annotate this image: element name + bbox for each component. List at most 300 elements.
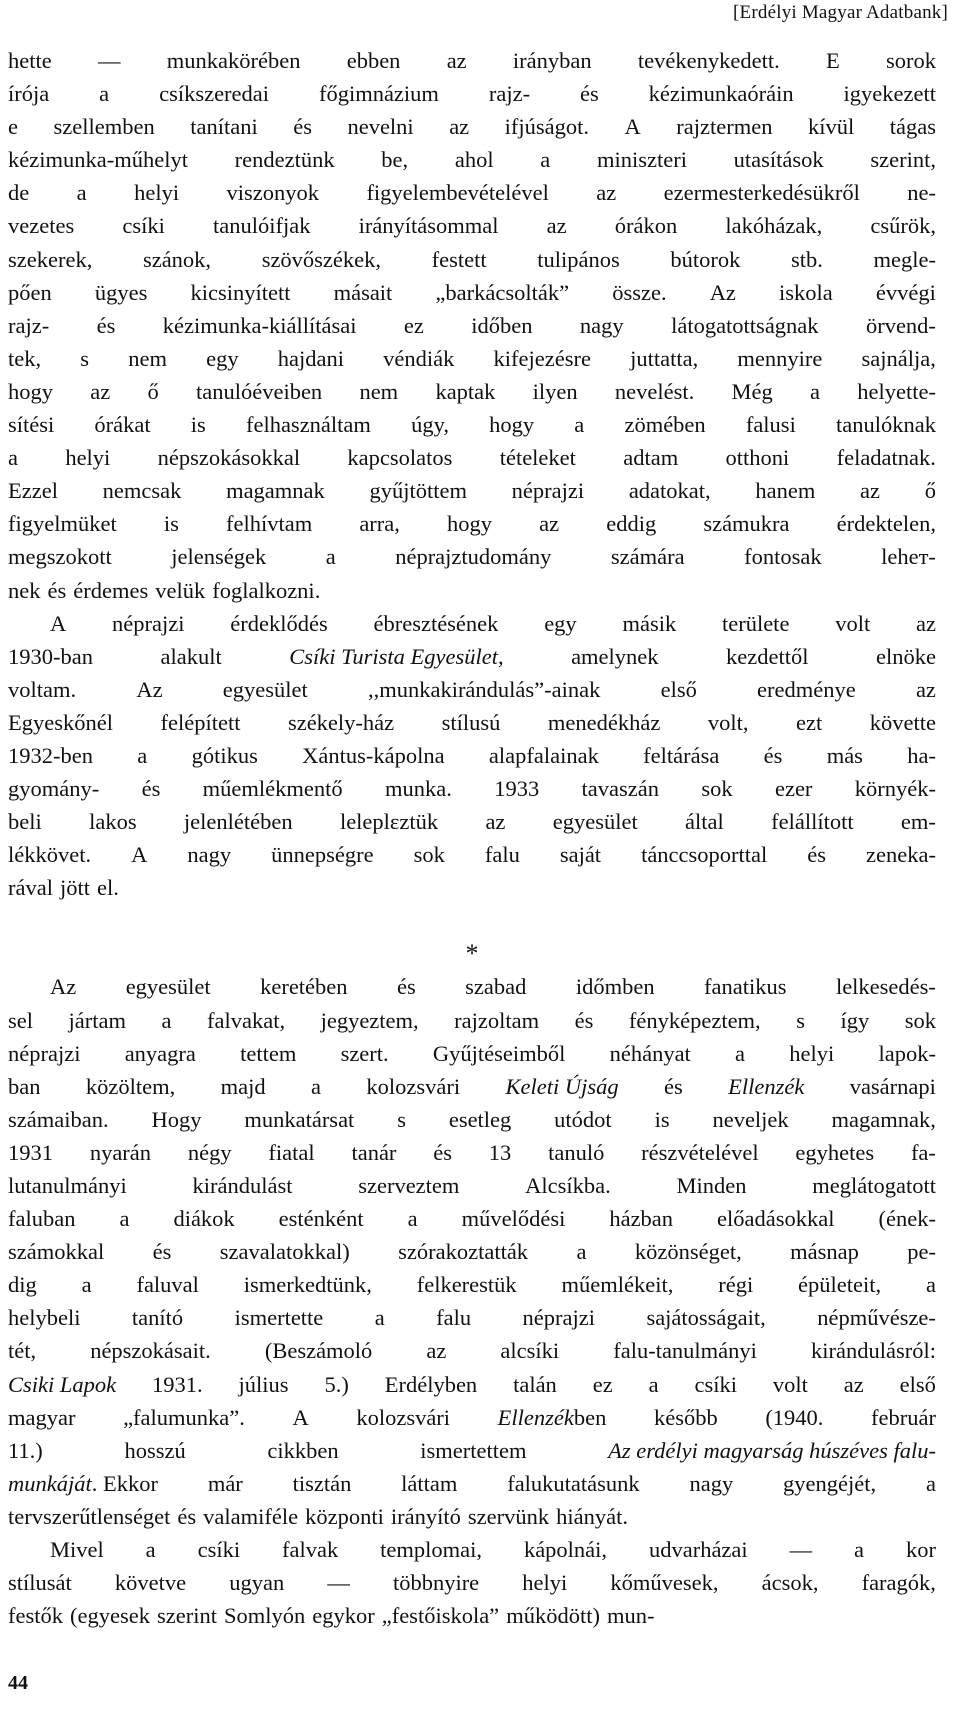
word: leleplεztük xyxy=(339,809,439,835)
word: kicsinyített xyxy=(190,279,291,305)
word: diákok xyxy=(173,1206,235,1232)
word: épületeit, xyxy=(798,1272,882,1298)
text-line xyxy=(8,1301,936,1334)
word: festett xyxy=(431,246,487,272)
word: a xyxy=(76,180,87,206)
word: a xyxy=(854,1537,865,1563)
word: feltárása xyxy=(643,742,720,768)
word: rajz- xyxy=(8,312,50,338)
word: ő xyxy=(147,378,159,404)
word: a xyxy=(145,1537,156,1563)
word: népszokásait. xyxy=(90,1338,211,1364)
word: az xyxy=(915,610,936,636)
word: kaptak xyxy=(435,378,496,404)
word: Ezzel xyxy=(8,478,58,504)
word: ne- xyxy=(907,180,936,206)
word: csíkszeredai xyxy=(159,81,270,107)
text-line xyxy=(8,540,936,573)
word: csíki xyxy=(197,1537,241,1563)
text-line xyxy=(8,706,936,739)
word: érdektelen, xyxy=(836,511,936,537)
word: nagy xyxy=(579,312,624,338)
word: nem xyxy=(128,345,167,371)
text-line xyxy=(8,1401,936,1434)
word: nevelést. xyxy=(614,378,695,404)
text-line xyxy=(8,640,936,673)
word: zeneka- xyxy=(866,842,936,868)
word: elnöke xyxy=(875,643,936,669)
word-group xyxy=(8,1467,158,1500)
word: stílusú xyxy=(441,709,501,735)
word: volt xyxy=(835,610,871,636)
word: az xyxy=(860,478,880,504)
word: mennyire xyxy=(737,345,823,371)
word: valamiféle xyxy=(203,1503,299,1529)
word: falu xyxy=(436,1305,472,1331)
text-line xyxy=(8,1268,936,1301)
word: dig xyxy=(8,1272,37,1298)
word: magamnak xyxy=(226,478,325,504)
word: is xyxy=(654,1106,670,1132)
word: A xyxy=(50,610,67,636)
text-line xyxy=(8,474,936,507)
word: em- xyxy=(900,809,936,835)
word: helybeli xyxy=(8,1305,81,1331)
word: Az xyxy=(136,676,163,702)
word: A xyxy=(624,114,641,140)
word: területe xyxy=(721,610,790,636)
word: kifejezésre xyxy=(493,345,591,371)
word: tulipános xyxy=(537,246,620,272)
word: a xyxy=(925,1470,936,1496)
word: juttatta, xyxy=(630,345,699,371)
word: részvételével xyxy=(641,1139,759,1165)
word: és xyxy=(96,312,116,338)
italic-word: Az erdélyi magyarság húszéves falu- xyxy=(608,1437,936,1463)
section-separator-star: * xyxy=(465,939,479,969)
word: sel xyxy=(8,1007,33,1033)
word: sajátosságait, xyxy=(646,1305,766,1331)
word: és xyxy=(152,1239,172,1265)
text-line xyxy=(8,1368,936,1401)
word: ácsok, xyxy=(761,1570,819,1596)
word: a xyxy=(8,445,18,471)
text-line xyxy=(8,176,936,209)
word: felkerestük xyxy=(416,1272,517,1298)
word: órákat xyxy=(94,412,151,438)
word: kor xyxy=(905,1537,936,1563)
word: véndiák xyxy=(383,345,455,371)
word: falukutatásunk xyxy=(507,1470,640,1496)
text-line xyxy=(8,970,936,1003)
text-line xyxy=(8,342,936,375)
text-line xyxy=(8,243,936,276)
word: is xyxy=(190,412,206,438)
word: tavaszán xyxy=(581,776,660,802)
text-line xyxy=(8,1467,936,1500)
word: tanulóknak xyxy=(835,412,936,438)
text-line xyxy=(8,1136,936,1169)
word: írója xyxy=(8,81,50,107)
word: egyesület xyxy=(222,676,308,702)
word: felhasználtam xyxy=(245,412,371,438)
word: szavalatokkal) xyxy=(219,1239,350,1265)
word: rajztermen xyxy=(676,114,773,140)
word: fiatal xyxy=(268,1139,315,1165)
word: helyette- xyxy=(857,378,936,404)
word: ha- xyxy=(907,742,936,768)
word: ügyes xyxy=(94,279,148,305)
word: felhívtam xyxy=(225,511,313,537)
word: főgimnázium xyxy=(318,81,439,107)
word: és xyxy=(47,577,67,603)
text-line xyxy=(8,441,936,474)
text-line xyxy=(8,408,936,441)
word: nagy xyxy=(689,1470,734,1496)
word: a xyxy=(119,1206,130,1232)
word: falvakat, xyxy=(206,1007,286,1033)
word: szerint xyxy=(156,1603,217,1629)
text-line xyxy=(8,1235,936,1268)
word: falvak xyxy=(282,1537,339,1563)
word: a xyxy=(735,1040,746,1066)
word: csíki xyxy=(122,213,165,239)
word: magyar xyxy=(8,1404,76,1430)
word: és xyxy=(396,974,416,1000)
word: mun- xyxy=(606,1603,655,1629)
text-line xyxy=(8,805,936,838)
word: stílusát xyxy=(8,1570,72,1596)
word: hajdani xyxy=(277,345,344,371)
word: kézimunkaóráin xyxy=(648,81,794,107)
word: anyagra xyxy=(124,1040,196,1066)
word-group xyxy=(289,640,503,673)
word: nagy xyxy=(187,842,232,868)
word: látogatottságnak xyxy=(671,312,819,338)
word: február xyxy=(871,1404,936,1430)
word: az xyxy=(915,676,936,702)
word: 5.) xyxy=(324,1371,349,1397)
word: néprajzi xyxy=(8,1040,81,1066)
text-line xyxy=(8,44,936,77)
word: foglalkozni. xyxy=(212,577,321,603)
word: magamnak, xyxy=(831,1106,936,1132)
word: velük xyxy=(155,577,206,603)
word: ismerkedtünk, xyxy=(243,1272,372,1298)
word: lékkövet. xyxy=(8,842,92,868)
word: nek xyxy=(8,577,41,603)
word: festők xyxy=(8,1603,63,1629)
word: kirándulásról: xyxy=(810,1338,936,1364)
word: szert. xyxy=(340,1040,389,1066)
word: Egyeskőnél xyxy=(8,709,113,735)
italic-word: Keleti Újság xyxy=(505,1073,619,1099)
text-line xyxy=(8,1103,936,1136)
word: E xyxy=(825,48,840,73)
word: vasárnapi xyxy=(849,1073,936,1099)
word: 1931 xyxy=(8,1139,53,1165)
word: és xyxy=(663,1073,683,1099)
word: tágas xyxy=(889,114,936,140)
word: számokkal xyxy=(8,1239,105,1265)
word: egyesület xyxy=(552,809,638,835)
word: a xyxy=(374,1305,385,1331)
word: sok xyxy=(904,1007,936,1033)
word: munka. xyxy=(384,776,452,802)
word: utódot xyxy=(554,1106,612,1132)
word: az xyxy=(485,809,506,835)
word: a xyxy=(407,1206,418,1232)
word: közönséget, xyxy=(634,1239,742,1265)
word: egyhetes xyxy=(795,1139,875,1165)
word: házban xyxy=(609,1206,674,1232)
word: néprajzi xyxy=(112,610,185,636)
word: és xyxy=(433,1139,452,1165)
word: hiányát. xyxy=(556,1503,628,1529)
document-body xyxy=(8,44,936,1632)
word: a xyxy=(99,81,110,107)
word: és xyxy=(763,742,783,768)
word: 1933 xyxy=(494,776,540,802)
word: nemcsak xyxy=(102,478,182,504)
word: székely-ház xyxy=(287,709,395,735)
word: néprajzi xyxy=(522,1305,596,1331)
word: keretében xyxy=(260,974,348,1000)
word: kívül xyxy=(807,114,855,140)
text-line xyxy=(8,1202,936,1235)
word: rával xyxy=(8,875,53,901)
word: figyelembevételével xyxy=(366,180,549,206)
word: — xyxy=(97,48,121,73)
word: és xyxy=(293,114,312,140)
word: sok xyxy=(701,776,733,802)
word: többnyire xyxy=(392,1570,480,1596)
word: 11.) xyxy=(8,1437,43,1463)
word: 1932-ben xyxy=(8,742,93,768)
word: szellemben xyxy=(53,114,155,140)
word: ugyan xyxy=(229,1570,285,1596)
word: nevelni xyxy=(347,114,414,140)
word: a xyxy=(810,378,821,404)
source-header: [Erdélyi Magyar Adatbank] xyxy=(733,2,948,23)
word: szövőszékek, xyxy=(261,246,382,272)
word: az xyxy=(843,1371,864,1397)
word: közöltem, xyxy=(85,1073,176,1099)
word: , xyxy=(497,643,504,669)
word: kézimunka-műhelyt xyxy=(8,147,188,173)
word: tisztán xyxy=(292,1470,352,1496)
word: szekerek, xyxy=(8,246,93,272)
word: központi xyxy=(305,1503,384,1529)
word: felépített xyxy=(160,709,241,735)
word: cikkben xyxy=(267,1437,339,1463)
word: rendeztünk xyxy=(234,147,335,173)
word: néprajztudomány xyxy=(395,544,552,570)
word: s xyxy=(397,1106,406,1132)
word: neveljek xyxy=(712,1106,789,1132)
word: a xyxy=(540,147,551,173)
word: vezetes xyxy=(8,213,75,239)
word-group xyxy=(498,1401,607,1434)
word: időben xyxy=(471,312,533,338)
word: ebben xyxy=(346,48,401,73)
italic-word: Ellenzék xyxy=(497,1404,574,1430)
word: otthoni xyxy=(725,445,790,471)
word: Az xyxy=(50,974,77,1000)
word: fa- xyxy=(910,1139,936,1165)
word: Hogy xyxy=(151,1106,202,1132)
word: négy xyxy=(187,1139,232,1165)
word: (Beszámoló xyxy=(264,1338,373,1364)
word: július xyxy=(238,1371,289,1397)
word: menedékház xyxy=(547,709,661,735)
word: néhányat xyxy=(609,1040,691,1066)
text-line xyxy=(8,1434,936,1467)
word: volt xyxy=(772,1371,808,1397)
text-line xyxy=(8,1037,936,1070)
word: az xyxy=(426,1338,447,1364)
word: Még xyxy=(731,378,773,404)
word: is xyxy=(163,511,179,537)
word: egyesület xyxy=(125,974,211,1000)
word: esténként xyxy=(278,1206,364,1232)
word: gyengéjét, xyxy=(783,1470,877,1496)
word: másik xyxy=(622,610,677,636)
word: tanár xyxy=(351,1139,397,1165)
word: helyi xyxy=(65,445,111,471)
word: 1931. xyxy=(152,1371,203,1397)
word: helyi xyxy=(134,180,180,206)
word: „barkácsolták” xyxy=(435,279,570,305)
word: irányításommal xyxy=(358,213,499,239)
italic-word: Csiki Lapok xyxy=(8,1371,117,1397)
text-line xyxy=(8,1599,936,1632)
word: a xyxy=(648,1371,659,1397)
word: — xyxy=(327,1570,350,1596)
word: rajz- xyxy=(488,81,531,107)
word: hogy xyxy=(8,378,53,404)
word: alcsíki xyxy=(500,1338,560,1364)
word: kezdettől xyxy=(726,643,809,669)
word: s xyxy=(796,1007,805,1033)
word: csíki xyxy=(694,1371,737,1397)
word: első xyxy=(899,1371,936,1397)
word: később xyxy=(653,1404,718,1430)
word: (ének- xyxy=(878,1206,936,1232)
word: udvarházai xyxy=(648,1537,748,1563)
word: ezt xyxy=(796,709,823,735)
word: lapok- xyxy=(878,1040,936,1066)
word: az xyxy=(546,213,567,239)
word: előadásokkal xyxy=(717,1206,835,1232)
word: láttam xyxy=(401,1470,458,1496)
word: az xyxy=(596,180,617,206)
word: miniszteri xyxy=(596,147,687,173)
word: hogy xyxy=(447,511,493,537)
word: lutanulmányi xyxy=(8,1173,127,1198)
word: követve xyxy=(114,1570,187,1596)
word: környék- xyxy=(854,776,936,802)
word: faragók, xyxy=(861,1570,936,1596)
text-line xyxy=(8,143,936,176)
word: nyarán xyxy=(89,1139,152,1165)
word: és xyxy=(580,81,599,107)
word: régi xyxy=(718,1272,754,1298)
word: el. xyxy=(96,875,119,901)
word: órákon xyxy=(614,213,678,239)
text-line xyxy=(8,1500,936,1533)
word: irányító xyxy=(390,1503,461,1529)
word: művelődési xyxy=(461,1206,566,1232)
word: sítési xyxy=(8,412,55,438)
word: szórakoztatták xyxy=(398,1239,529,1265)
word: tervszerűtlenséget xyxy=(8,1503,171,1529)
text-line xyxy=(8,772,936,805)
word: tanítani xyxy=(190,114,258,140)
text-line xyxy=(8,77,936,110)
word: néprajzi xyxy=(511,478,585,504)
word: össze. xyxy=(612,279,667,305)
word: s xyxy=(80,345,90,371)
word: tánccsoporttal xyxy=(641,842,768,868)
text-line xyxy=(8,871,936,904)
word: tanító xyxy=(131,1305,184,1331)
word: egy xyxy=(544,610,577,636)
word: ezermesterkedésükről xyxy=(663,180,860,206)
word: zömében xyxy=(624,412,706,438)
text-line xyxy=(8,673,936,706)
text-line xyxy=(8,110,936,143)
word: 13 xyxy=(488,1139,512,1165)
word: A xyxy=(131,842,148,868)
word: Gyűjtéseimből xyxy=(432,1040,566,1066)
word: adatokat, xyxy=(628,478,711,504)
word: beli xyxy=(8,809,42,835)
word: ünnepségre xyxy=(271,842,374,868)
word: szervünk xyxy=(467,1503,550,1529)
word: kirándulást xyxy=(192,1173,293,1198)
word: népszokásokkal xyxy=(157,445,301,471)
word: Minden xyxy=(676,1173,747,1198)
word: és xyxy=(574,1007,594,1033)
word: kézimunka-kiállításai xyxy=(162,312,357,338)
word: fanatikus xyxy=(704,974,787,1000)
word: számára xyxy=(610,544,685,570)
italic-word: Csíki Turista Egyesület xyxy=(289,643,498,669)
word: adtam xyxy=(623,445,679,471)
word: figyelmüket xyxy=(8,511,117,537)
word: tét, xyxy=(8,1338,37,1364)
word: lakos xyxy=(89,809,137,835)
word: az xyxy=(539,511,560,537)
word: a xyxy=(161,1007,172,1033)
text-line xyxy=(8,1004,936,1037)
word: műemlékeit, xyxy=(561,1272,674,1298)
word: tételeket xyxy=(499,445,576,471)
word: helyi xyxy=(789,1040,835,1066)
page-number: 44 xyxy=(8,1672,28,1694)
word: által xyxy=(685,809,724,835)
word: majd xyxy=(220,1073,266,1099)
word: ifjúságot. xyxy=(504,114,590,140)
word: meglе- xyxy=(873,246,936,272)
text-line xyxy=(8,507,936,540)
word: ahol xyxy=(454,147,494,173)
word: a xyxy=(925,1272,936,1298)
word: nem xyxy=(359,378,399,404)
word: szabad xyxy=(465,974,527,1000)
word: az xyxy=(90,378,111,404)
